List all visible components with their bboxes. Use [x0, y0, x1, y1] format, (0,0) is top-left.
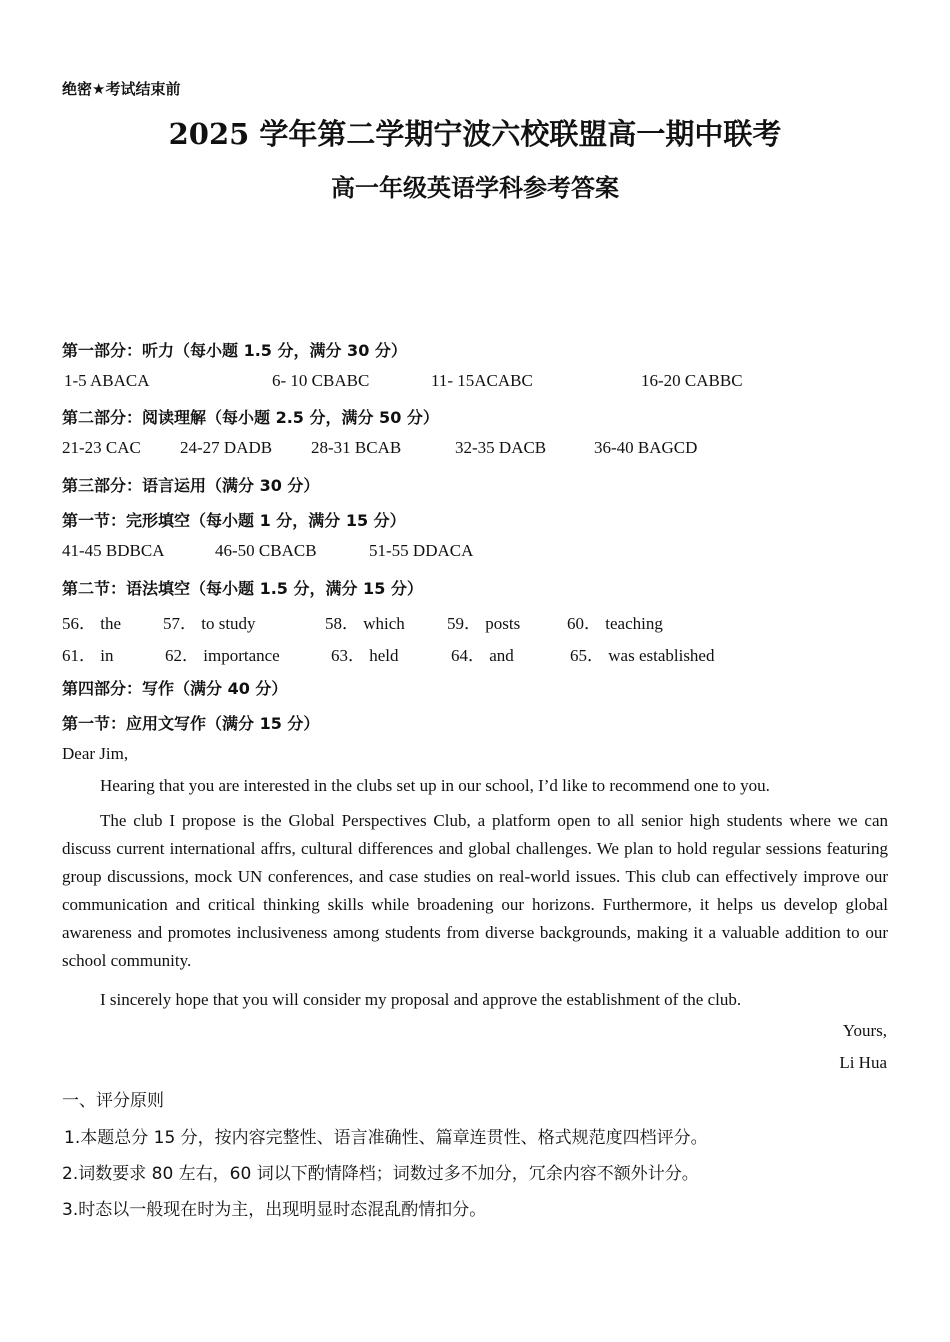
document-subtitle: 高一年级英语学科参考答案	[331, 173, 619, 202]
answer-item: 41-45 BDBCA	[62, 541, 165, 560]
cloze-heading: 第一节：完形填空（每小题 1 分，满分 15 分）	[62, 511, 406, 530]
answer-item: 16-20 CABBC	[641, 371, 743, 390]
answer-item: 46-50 CBACB	[215, 541, 317, 560]
letter-signature: Li Hua	[839, 1053, 887, 1072]
answer-item: 59． posts	[447, 614, 521, 633]
scoring-heading: 一、评分原则	[62, 1091, 164, 1111]
answer-item: 60． teaching	[567, 614, 663, 633]
writing-heading: 第一节：应用文写作（满分 15 分）	[62, 714, 320, 733]
secret-label: 绝密★考试结束前	[62, 80, 181, 98]
answer-item: 6- 10 CBABC	[272, 371, 370, 390]
answer-item: 61． in	[62, 646, 114, 665]
grammar-heading: 第二节：语法填空（每小题 1.5 分，满分 15 分）	[62, 579, 423, 598]
part4-heading: 第四部分：写作（满分 40 分）	[62, 679, 288, 698]
part3-heading: 第三部分：语言运用（满分 30 分）	[62, 476, 320, 495]
answer-item: 32-35 DACB	[455, 438, 547, 457]
answer-item: 1-5 ABACA	[64, 371, 150, 390]
answer-item: 62． importance	[165, 646, 280, 665]
part2-heading: 第二部分：阅读理解（每小题 2.5 分，满分 50 分）	[62, 408, 439, 427]
letter-closing: Yours,	[842, 1021, 887, 1040]
answer-item: 36-40 BAGCD	[594, 438, 698, 457]
answer-item: 58． which	[325, 614, 405, 633]
part1-heading: 第一部分：听力（每小题 1.5 分，满分 30 分）	[62, 341, 407, 360]
document-title: 2025 学年第二学期宁波六校联盟高一期中联考	[168, 117, 782, 151]
answer-item: 28-31 BCAB	[311, 438, 402, 457]
letter-paragraph: The club I propose is the Global Perspectives Club, a platform open to all senior high students where we can discuss current international affrs, cultural differences and global challenges. We plan to hold regular sessions featuring group discussions, mock UN conferences, and case studies on real-world issues. This club can effectively improve our communication and critical thinking skills while broadening our horizons. Furthermore, it helps us develop global awareness and promotes inclusiveness among students from diverse backgrounds, making it a valuable addition to our school community.	[62, 811, 888, 970]
scoring-rule: 3.时态以一般现在时为主，出现明显时态混乱酌情扣分。	[62, 1200, 487, 1220]
answer-item: 24-27 DADB	[180, 438, 273, 457]
letter-salutation: Dear Jim,	[62, 744, 129, 763]
answer-item: 51-55 DDACA	[369, 541, 474, 560]
answer-item: 63． held	[331, 646, 399, 665]
letter-paragraph: Hearing that you are interested in the clubs set up in our school, I’d like to recommend one to you.	[100, 776, 770, 795]
answer-item: 57． to study	[163, 614, 256, 633]
answer-item: 11- 15ACABC	[431, 371, 533, 390]
letter-paragraph: I sincerely hope that you will consider my proposal and approve the establishment of the club.	[100, 990, 742, 1009]
answer-item: 56． the	[62, 614, 122, 633]
answer-item: 65． was established	[570, 646, 715, 665]
answer-item: 21-23 CAC	[62, 438, 141, 457]
scoring-rule: 1.本题总分 15 分，按内容完整性、语言准确性、篇章连贯性、格式规范度四档评分。	[64, 1128, 708, 1148]
scoring-rule: 2.词数要求 80 左右，60 词以下酌情降档；词数过多不加分，冗余内容不额外计分。	[62, 1164, 699, 1184]
answer-item: 64． and	[451, 646, 514, 665]
